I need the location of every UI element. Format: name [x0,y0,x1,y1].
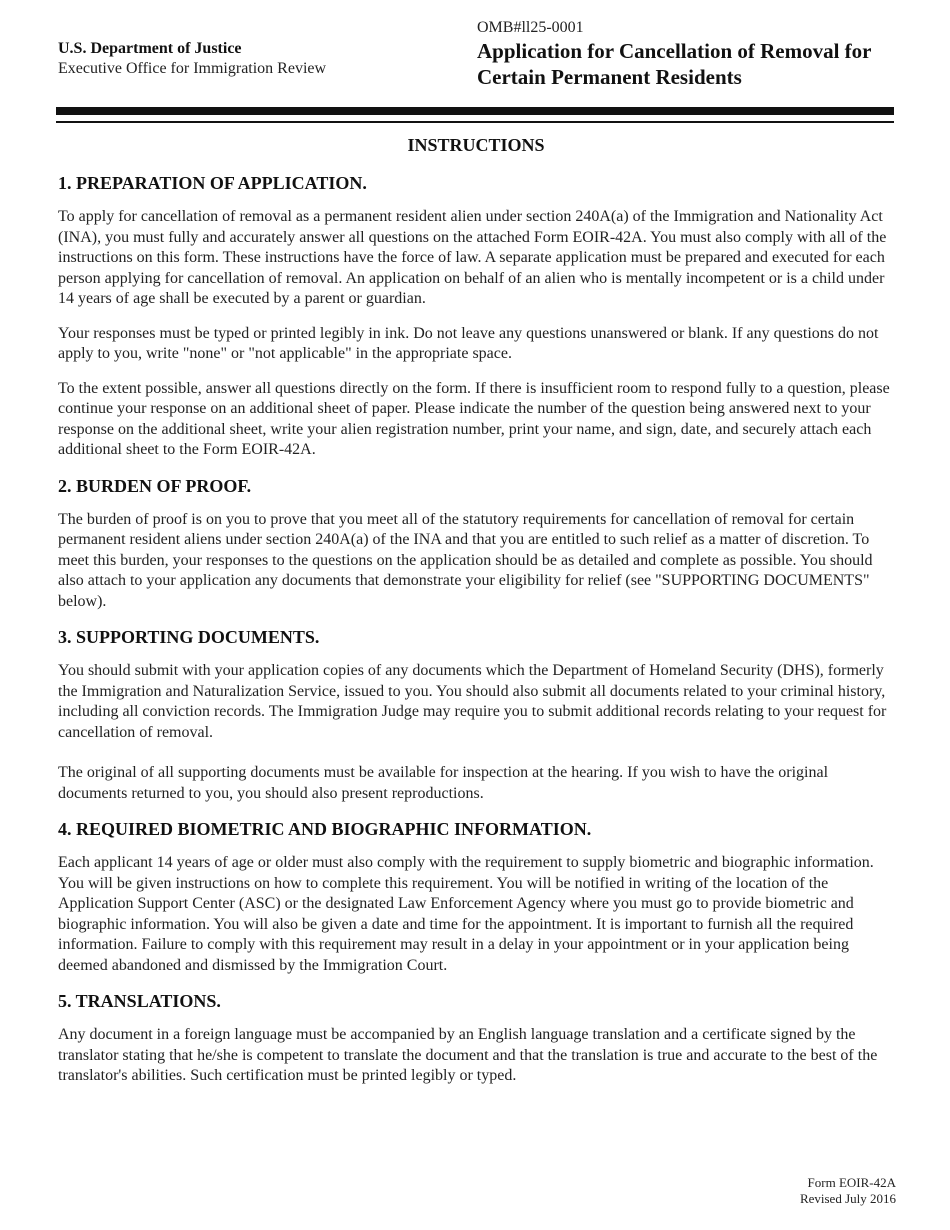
omb-number: OMB#ll25-0001 [477,19,584,36]
paragraph: To apply for cancellation of removal as a permanent resident alien under section 240A(a) of the Immigration and Nationality Act (INA), you must fully and accurately answer all questions on the attached Form EOIR-42A. You must also comply with all of the instructions on this form. These instructions have the force of law. A separate application must be prepared and executed for each person applying for cancellation of removal. An application on behalf of an alien who is mentally incompetent or is a child under 14 years of age shall be executed by a parent or guardian. [58,208,887,307]
form-title-line1: Application for Cancellation of Removal for [477,39,872,63]
section-supporting-documents [58,626,894,804]
paragraph: Any document in a foreign language must be accompanied by an English language translation and a certificate signed by the translator stating that he/she is competent to translate the document and that the translation is true and accurate to the best of the translator's abilities. Such certification must be printed legibly or typed. [58,1026,878,1084]
section-heading: 3. SUPPORTING DOCUMENTS. [58,627,320,647]
paragraph: The burden of proof is on you to prove that you meet all of the statutory requirements for cancellation of removal for certain permanent resident aliens under section 240A(a) of the INA and that you are entitled to such relief as a matter of discretion. To meet this burden, your responses to the questions on the application should be as detailed and complete as possible. You should also attach to your application any documents that demonstrate your eligibility for relief (see "SUPPORTING DOCUMENTS" below). [58,510,873,610]
paragraph: Your responses must be typed or printed legibly in ink. Do not leave any questions unanswered or blank. If any questions do not apply to you, write "none" or "not applicable" in the appropriate space. [58,324,879,362]
form-title-line2: Certain Permanent Residents [477,65,742,89]
office-name: Executive Office for Immigration Review [58,60,327,77]
header-rule-thick [56,107,894,115]
section-heading: 5. TRANSLATIONS. [58,991,221,1011]
paragraph: To the extent possible, answer all questions directly on the form. If there is insufficient room to respond fully to a question, please continue your response on an additional sheet of paper. Please indicate the number of the question being answered next to your response on the additional sheet, write your alien registration number, print your name, and sign, date, and securely attach each additional sheet to the Form EOIR-42A. [58,379,890,458]
header-rule-thin [56,121,894,123]
section-translations [58,990,894,1087]
form-footer [800,1175,896,1207]
revision-date: Revised July 2016 [799,1191,896,1206]
paragraph: You should submit with your application copies of any documents which the Department of Homeland Security (DHS), formerly the Immigration and Naturalization Service, issued to you. You should also submit all documents related to your criminal history, including all conviction records. The Immigration Judge may require you to submit additional records relating to your request for cancellation of removal. [58,662,887,741]
section-biometric-information [58,818,894,976]
paragraph: The original of all supporting documents must be available for inspection at the hearing. If you wish to have the original documents returned to you, you should also present reproductions. [58,764,829,802]
title-block [477,18,917,90]
section-preparation [58,172,894,461]
section-heading: 4. REQUIRED BIOMETRIC AND BIOGRAPHIC INFORMATION. [58,819,592,839]
section-heading: 1. PREPARATION OF APPLICATION. [58,173,367,193]
agency-name: U.S. Department of Justice [58,40,242,57]
agency-block [58,39,438,79]
form-number: Form EOIR-42A [807,1175,896,1190]
instructions-body [58,132,894,1101]
paragraph: Each applicant 14 years of age or older must also comply with the requirement to supply biometric and biographic information. You will be given instructions on how to complete this requirement. You will be notified in writing of the location of the Application Support Center (ASC) or the designated Law Enforcement Agency where you must go to provide biometric and biographic information. You will also be given a date and time for the appointment. It is important to furnish all the required information. Failure to comply with this requirement may result in a delay in your appointment or in your application being deemed abandoned and dismissed by the Immigration Court. [58,854,874,974]
section-heading: 2. BURDEN OF PROOF. [58,475,252,496]
instructions-title: INSTRUCTIONS [407,135,545,155]
section-burden-of-proof [58,475,894,613]
